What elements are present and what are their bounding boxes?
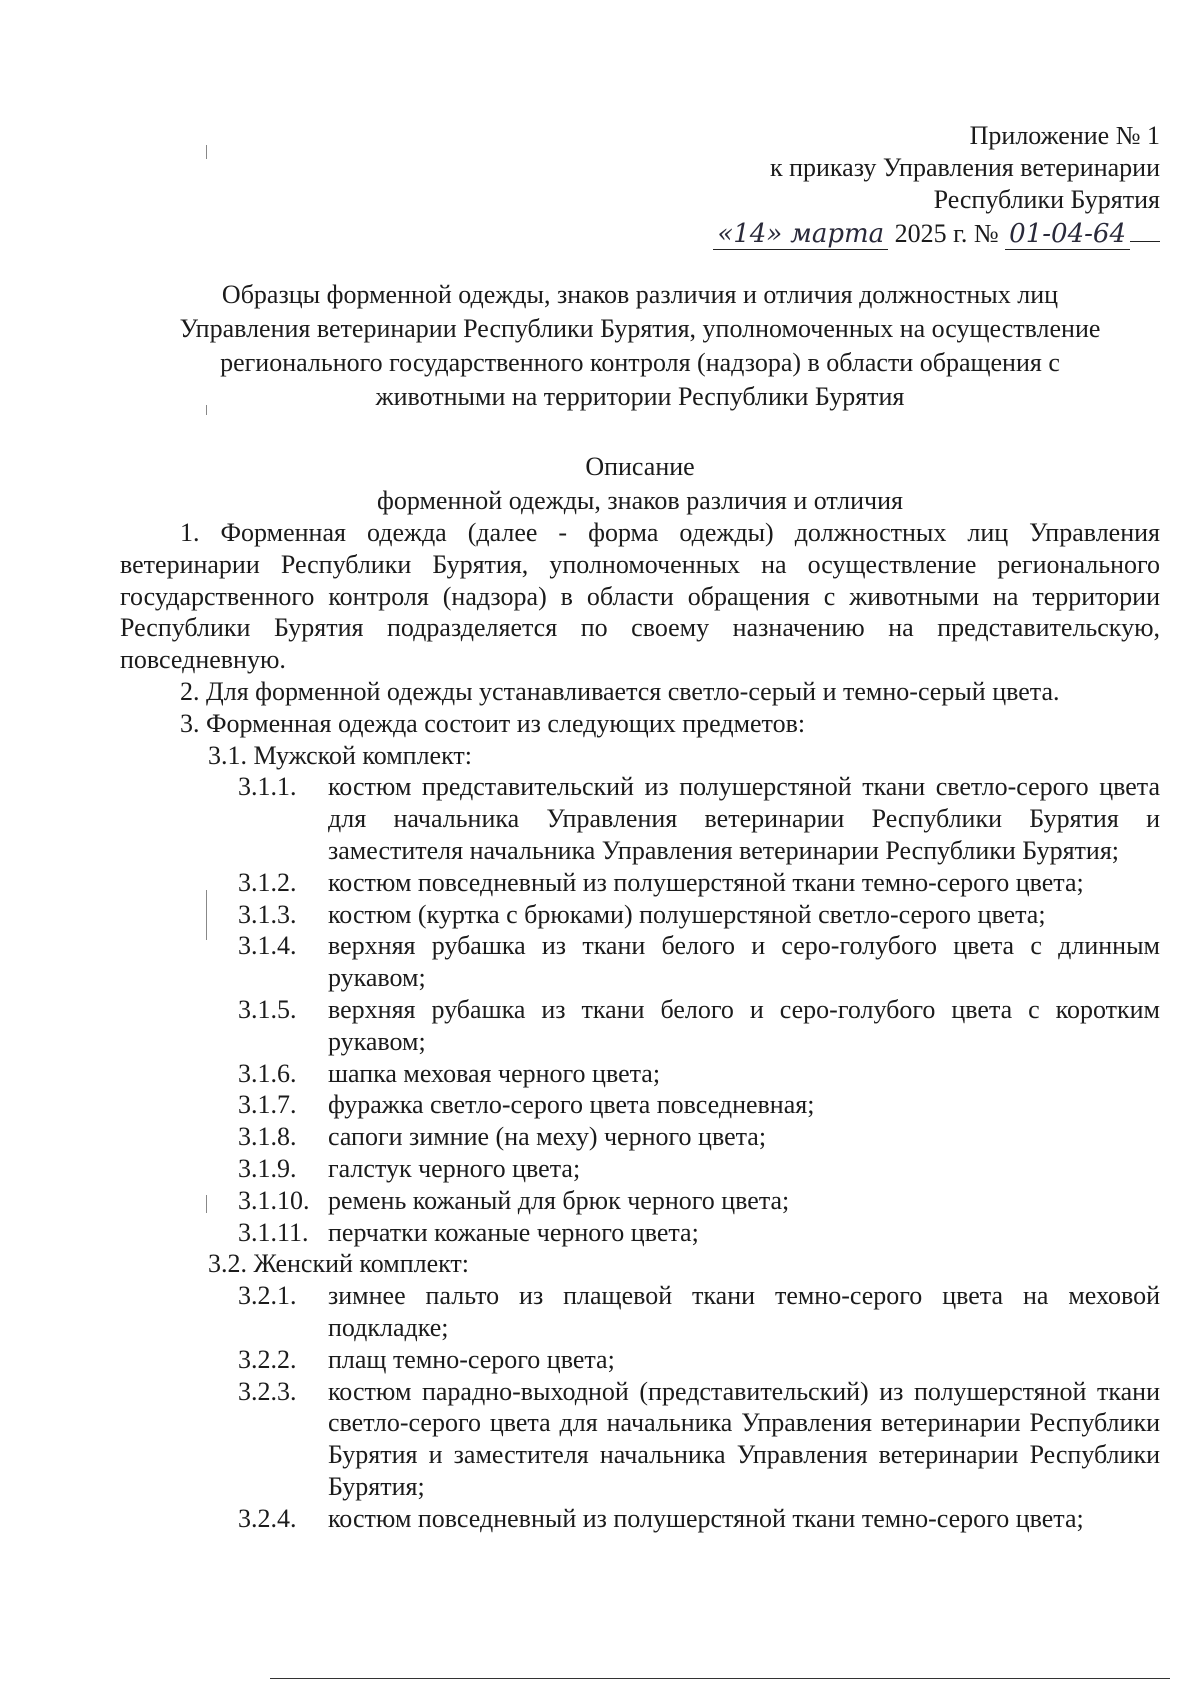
paragraph-2: 2. Для форменной одежды устанавливается светло-серый и темно-серый цвета. [180, 676, 1060, 706]
womens-set-list [120, 1280, 1160, 1534]
item-number: 3.1.8. [238, 1122, 297, 1152]
list-item [120, 1344, 1160, 1376]
title-line: животными на территории Республики Бурятия [375, 382, 905, 411]
subtitle-line: Описание [585, 452, 695, 481]
title-line: Управления ветеринарии Республики Бурятия, уполномоченных на осуществление [179, 314, 1101, 343]
list-item [120, 1089, 1160, 1121]
list-item [120, 867, 1160, 899]
scan-artifact [206, 1195, 207, 1213]
item-text: перчатки кожаные черного цвета; [328, 1217, 699, 1247]
item-text: фуражка светло-серого цвета повседневная; [328, 1090, 815, 1120]
bottom-rule [270, 1678, 1170, 1679]
list-item [120, 1217, 1160, 1249]
item-number: 3.1.7. [238, 1090, 297, 1120]
list-item [120, 994, 1160, 1058]
item-number: 3.1.6. [238, 1058, 297, 1088]
order-region: Республики Бурятия [933, 185, 1160, 214]
item-text: костюм представительский из полушерстяной ткани светло-серого цвета для начальника Управления ветеринарии Республики Бурятия и заместителя начальника Управления ветеринарии Республики Бурятия; [328, 772, 1160, 865]
item-number: 3.1.3. [238, 899, 297, 929]
item-text: плащ темно-серого цвета; [328, 1344, 615, 1374]
item-text: шапка меховая черного цвета; [328, 1058, 661, 1088]
list-item [120, 1185, 1160, 1217]
document-body [120, 517, 1160, 1535]
order-reference: к приказу Управления ветеринарии [769, 153, 1160, 182]
list-item [120, 1058, 1160, 1090]
item-text: костюм (куртка с брюками) полушерстяной светло-серого цвета; [328, 899, 1046, 929]
item-number: 3.2.3. [238, 1376, 297, 1406]
date-day: «14» [713, 219, 786, 250]
item-number: 3.1.5. [238, 994, 297, 1024]
list-item [120, 1376, 1160, 1503]
item-text: костюм повседневный из полушерстяной ткани темно-серого цвета; [328, 1503, 1084, 1533]
date-month: марта [786, 219, 888, 250]
list-item [120, 1153, 1160, 1185]
title-line: регионального государственного контроля (надзора) в области обращения с [220, 348, 1060, 377]
list-item [120, 930, 1160, 994]
scan-artifact [206, 145, 207, 159]
item-text: ремень кожаный для брюк черного цвета; [328, 1185, 790, 1215]
scan-artifact [206, 405, 207, 415]
subtitle-line: форменной одежды, знаков различия и отличия [377, 486, 903, 515]
item-number: 3.1.2. [238, 867, 297, 897]
order-number: 01-04-64 [1005, 219, 1130, 250]
item-number: 3.2.2. [238, 1344, 297, 1374]
list-item [120, 771, 1160, 866]
appendix-number: Приложение № 1 [969, 121, 1160, 150]
appendix-header [713, 120, 1160, 250]
list-item [120, 899, 1160, 931]
womens-set-heading: 3.2. Женский комплект: [208, 1249, 470, 1279]
mens-set-list [120, 771, 1160, 1248]
item-text: сапоги зимние (на меху) черного цвета; [328, 1122, 767, 1152]
item-number: 3.1.9. [238, 1153, 297, 1183]
section-subtitle [120, 450, 1160, 518]
title-line: Образцы форменной одежды, знаков различия и отличия должностных лиц [221, 280, 1059, 309]
document-title [120, 278, 1160, 414]
date-year: 2025 г. № [894, 219, 999, 248]
item-number: 3.1.1. [238, 772, 297, 802]
item-text: верхняя рубашка из ткани белого и серо-голубого цвета с коротким рукавом; [328, 994, 1160, 1056]
order-date-line [713, 218, 1160, 250]
item-text: зимнее пальто из плащевой ткани темно-серого цвета на меховой подкладке; [328, 1281, 1160, 1342]
item-text: костюм парадно-выходной (представительский) из полушерстяной ткани светло-серого цвета для начальника Управления ветеринарии Республики Бурятия и заместителя начальника Управления ветеринарии Республики Бурятия; [328, 1376, 1160, 1501]
paragraph-1: 1. Форменная одежда (далее - форма одежды) должностных лиц Управления ветеринарии Республики Бурятия, уполномоченных на осуществление регионального государственного контроля (надзора) в области обращения с животными на территории Республики Бурятия подразделяется по своему назначению на представительскую, повседневную. [120, 518, 1160, 675]
item-number: 3.2.1. [238, 1281, 297, 1311]
mens-set-heading: 3.1. Мужской комплект: [208, 740, 472, 770]
item-text: верхняя рубашка из ткани белого и серо-голубого цвета с длинным рукавом; [328, 931, 1160, 993]
item-number: 3.1.11. [238, 1217, 309, 1247]
underline-trail [1130, 221, 1160, 242]
list-item [120, 1280, 1160, 1344]
scan-artifact [206, 890, 207, 940]
list-item [120, 1121, 1160, 1153]
paragraph-3: 3. Форменная одежда состоит из следующих предметов: [180, 708, 806, 738]
list-item [120, 1503, 1160, 1535]
item-text: костюм повседневный из полушерстяной ткани темно-серого цвета; [328, 867, 1084, 897]
item-number: 3.1.10. [238, 1185, 310, 1215]
item-number: 3.1.4. [238, 931, 297, 961]
item-text: галстук черного цвета; [328, 1153, 581, 1183]
item-number: 3.2.4. [238, 1503, 297, 1533]
